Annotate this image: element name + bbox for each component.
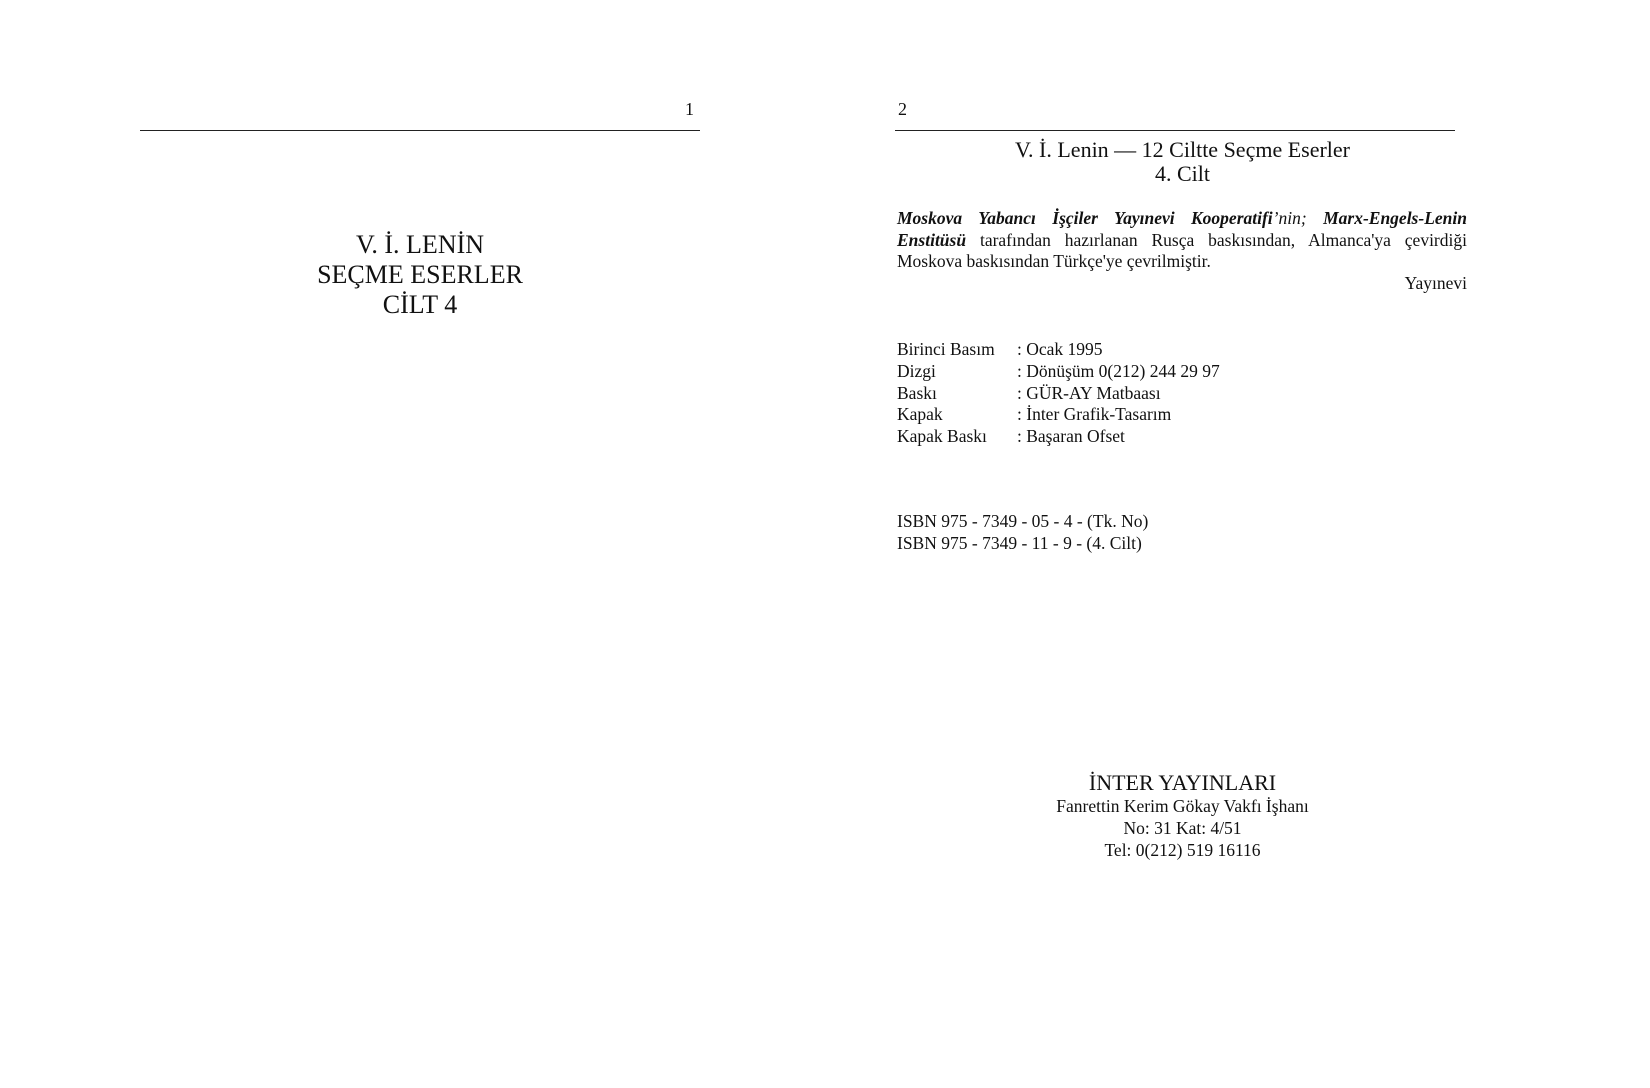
- left-page: [140, 0, 700, 1088]
- isbn-volume: ISBN 975 - 7349 - 11 - 9 - (4. Cilt): [897, 532, 1142, 553]
- header-rule: [140, 130, 700, 131]
- credit-value: : Ocak 1995: [1017, 339, 1103, 359]
- credit-label: Dizgi: [897, 360, 936, 381]
- publisher-block: [895, 770, 1470, 861]
- credits-list: [897, 339, 1220, 448]
- series-title: V. İ. Lenin — 12 Ciltte Seçme Eserler: [1014, 137, 1351, 162]
- credit-label: Kapak: [897, 404, 943, 425]
- cover-title-work: SEÇME ESERLER: [317, 260, 523, 289]
- series-heading: [895, 138, 1470, 186]
- publisher-number: No: 31 Kat: 4/51: [1123, 817, 1242, 838]
- credit-label: Baskı: [897, 382, 937, 403]
- publisher-name: İNTER YAYINLARI: [1088, 770, 1277, 795]
- publisher-address: Fanrettin Kerim Gökay Vakfı İşhanı: [1056, 796, 1309, 816]
- credit-value: : Başaran Ofset: [1017, 426, 1125, 447]
- credit-row: [897, 426, 1220, 448]
- right-page: [895, 0, 1470, 1088]
- publisher-coop: Moskova Yabancı İşçiler Yayınevi Kooperatifi: [897, 208, 1273, 228]
- volume-label: 4. Cilt: [1154, 161, 1210, 186]
- page-number: 1: [685, 99, 694, 119]
- note-signature: Yayınevi: [1404, 272, 1467, 293]
- cover-title-volume: CİLT 4: [382, 290, 458, 319]
- cover-title: [140, 230, 700, 320]
- credit-row: [897, 404, 1220, 426]
- credit-value: : Dönüşüm 0(212) 244 29 97: [1017, 360, 1220, 381]
- translation-text: tarafından hazırlanan Rusça baskısından, Almanca'ya çevirdiği Moskova baskısından Türkçe'ye çevrilmiştir.: [897, 229, 1467, 271]
- coop-suffix: ’nin;: [1272, 208, 1324, 228]
- credit-value: : GÜR-AY Matbaası: [1017, 382, 1161, 403]
- page-number: 2: [898, 99, 907, 119]
- credit-row: [897, 383, 1220, 405]
- credit-label: Kapak Baskı: [897, 426, 987, 447]
- institute-name: Marx-Engels-Lenin Enstitüsü: [897, 208, 1467, 250]
- credit-value: : İnter Grafik-Tasarım: [1017, 404, 1172, 425]
- credit-row: [897, 361, 1220, 383]
- cover-title-author: V. İ. LENİN: [355, 230, 485, 259]
- isbn-block: [897, 511, 1148, 555]
- publisher-phone: Tel: 0(212) 519 16116: [1104, 839, 1261, 860]
- translation-note: [897, 208, 1467, 294]
- credit-label: Birinci Basım: [897, 339, 995, 359]
- header-rule: [895, 130, 1455, 131]
- credit-row: [897, 339, 1220, 361]
- isbn-series: ISBN 975 - 7349 - 05 - 4 - (Tk. No): [897, 511, 1149, 531]
